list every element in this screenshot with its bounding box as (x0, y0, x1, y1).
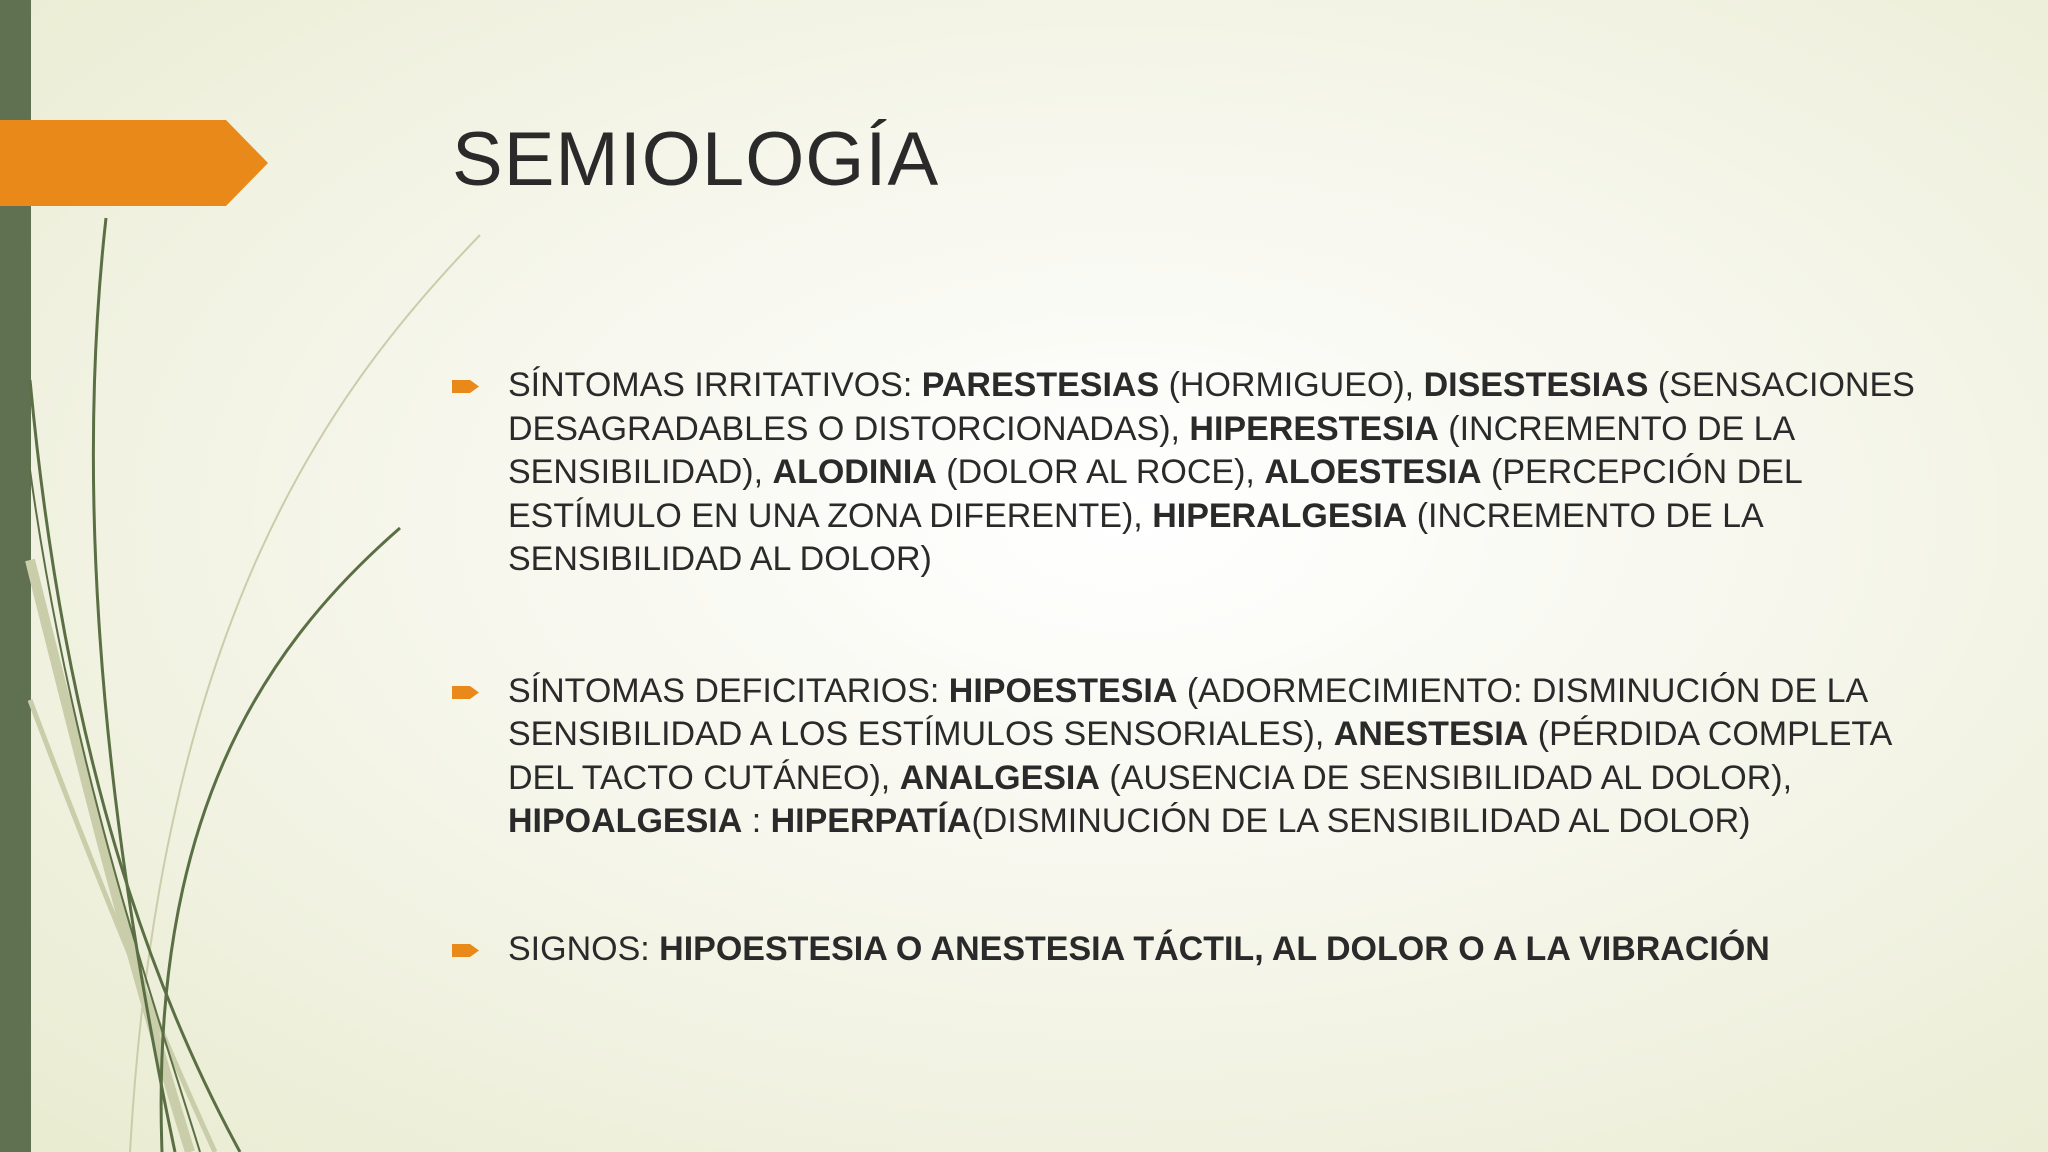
bold-term: HIPERPATÍA (770, 802, 972, 840)
text-run: (DOLOR AL ROCE), (936, 453, 1265, 491)
light-stem-1 (130, 235, 480, 1152)
text-run: (INCREMENTO DE LA SENSIBILIDAD AL DOLOR) (508, 496, 1762, 578)
text-run: (DISMINUCIÓN DE LA SENSIBILIDAD AL DOLOR) (971, 802, 1751, 840)
arrow-bullet-icon (452, 684, 480, 701)
text-run: (SENSACIONES DESAGRADABLES O DISTORCIONADAS), (508, 366, 1915, 448)
text-run: (ADORMECIMIENTO: DISMINUCIÓN DE LA SENSIBILIDAD A LOS ESTÍMULOS SENSORIALES), (508, 671, 1867, 753)
dark-stem-2 (161, 528, 400, 1152)
bullet-item-sintomas-deficitarios (452, 670, 1922, 844)
title-accent-tab (0, 120, 270, 206)
bullet-text (508, 366, 1915, 578)
text-run: (HORMIGUEO), (1159, 366, 1424, 404)
dark-stem-1 (93, 218, 175, 1152)
bold-term: HIPOESTESIA O ANESTESIA TÁCTIL, AL DOLOR O A LA VIBRACIÓN (659, 929, 1770, 968)
bold-term: HIPERESTESIA (1189, 409, 1439, 448)
dark-stem-3 (30, 380, 240, 1152)
text-run: SÍNTOMAS DEFICITARIOS: (508, 671, 949, 710)
bullet-list (452, 364, 1922, 971)
slide-title: SEMIOLOGÍA (452, 117, 940, 202)
text-run: SIGNOS: (508, 929, 660, 968)
arrow-bullet-icon (452, 378, 480, 395)
bold-term: ALOESTESIA (1264, 453, 1482, 491)
bold-term: ANESTESIA (1333, 715, 1529, 753)
text-run: (AUSENCIA DE SENSIBILIDAD AL DOLOR), (1099, 758, 1793, 797)
bold-term: ALODINIA (772, 453, 937, 491)
text-run: : (742, 802, 771, 840)
text-run: (INCREMENTO DE LA SENSIBILIDAD), (508, 409, 1794, 491)
bold-term: HIPERALGESIA (1152, 496, 1408, 535)
text-run: (PERCEPCIÓN DEL ESTÍMULO EN UNA ZONA DIFERENTE), (508, 453, 1802, 535)
bold-term: HIPOESTESIA (948, 671, 1178, 710)
bold-term: HIPOALGESIA (508, 802, 743, 840)
text-run: (PÉRDIDA COMPLETA DEL TACTO CUTÁNEO), (508, 715, 1891, 797)
text-run: SÍNTOMAS IRRITATIVOS: (508, 366, 922, 404)
arrow-bullet-icon (452, 942, 480, 959)
bold-term: DISESTESIAS (1423, 366, 1649, 404)
bullet-item-signos (452, 928, 1922, 972)
bullet-text (508, 930, 1770, 968)
bullet-text (508, 672, 1890, 841)
bold-term: ANALGESIA (899, 758, 1100, 797)
bullet-item-sintomas-irritativos (452, 364, 1922, 582)
bold-term: PARESTESIAS (921, 366, 1160, 404)
